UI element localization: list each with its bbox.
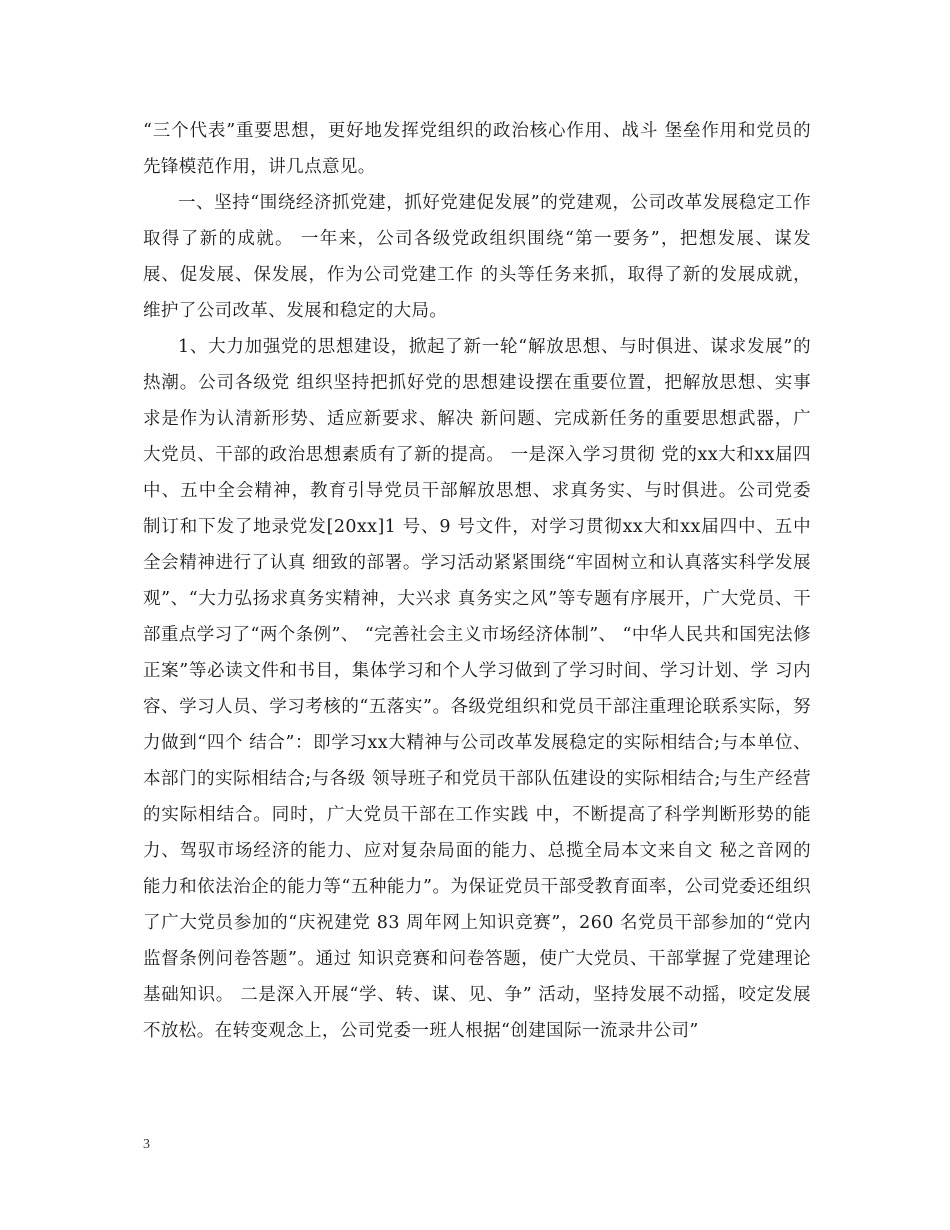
paragraph-continued: “三个代表”重要思想，更好地发挥党组织的政治核心作用、战斗 堡垒作用和党员的先锋模范作用，讲几点意见。: [143, 121, 811, 177]
paragraph-section-one: 一、坚持“围绕经济抓党建，抓好党建促发展”的党建观，公司改革发展稳定工作取得了新的成就。 一年来，公司各级党政组织围绕“第一要务”，把想发展、谋发展、促发展、保发展，作为公司党建工作 的头等任务来抓，取得了新的发展成就，维护了公司改革、发展和稳定的大局。: [143, 193, 811, 321]
paragraph-ideological-building: 1、大力加强党的思想建设，掀起了新一轮“解放思想、与时俱进、谋求发展”的热潮。公司各级党 组织坚持把抓好党的思想建设摆在重要位置，把解放思想、实事求是作为认清新形势、适应新要求、解决 新问题、完成新任务的重要思想武器，广大党员、干部的政治思想素质有了新的提高。 一是深入学习贯彻 党的xx大和xx届四中、五中全会精神，教育引导党员干部解放思想、求真务实、与时俱进。公司党委 制订和下发了地录党发[20xx]1 号、9 号文件，对学习贯彻xx大和xx届四中、五中全会精神进行了认真 细致的部署。学习活动紧紧围绕“牢固树立和认真落实科学发展观”、“大力弘扬求真务实精神，大兴求 真务实之风”等专题有序展开，广大党员、干部重点学习了“两个条例”、 “完善社会主义市场经济体制”、 “中华人民共和国宪法修正案”等必读文件和书目，集体学习和个人学习做到了学习时间、学习计划、学 习内容、学习人员、学习考核的“五落实”。各级党组织和党员干部注重理论联系实际，努力做到“四个 结合”：即学习xx大精神与公司改革发展稳定的实际相结合;与本单位、本部门的实际相结合;与各级 领导班子和党员干部队伍建设的实际相结合;与生产经营的实际相结合。同时，广大党员干部在工作实践 中，不断提高了科学判断形势的能力、驾驭市场经济的能力、应对复杂局面的能力、总揽全局本文来自文 秘之音网的能力和依法治企的能力等“五种能力”。为保证党员干部受教育面率，公司党委还组织了广大党员参加的“庆祝建党 83 周年网上知识竞赛”，260 名党员干部参加的“党内监督条例问卷答题”。通过 知识竞赛和问卷答题，使广大党员、干部掌握了党建理论基础知识。 二是深入开展“学、转、谋、见、争” 活动，坚持发展不动摇，咬定发展不放松。在转变观念上，公司党委一班人根据“创建国际一流录井公司”: [143, 337, 811, 1041]
page-number: 3: [143, 1137, 150, 1152]
document-body: [143, 113, 811, 1049]
